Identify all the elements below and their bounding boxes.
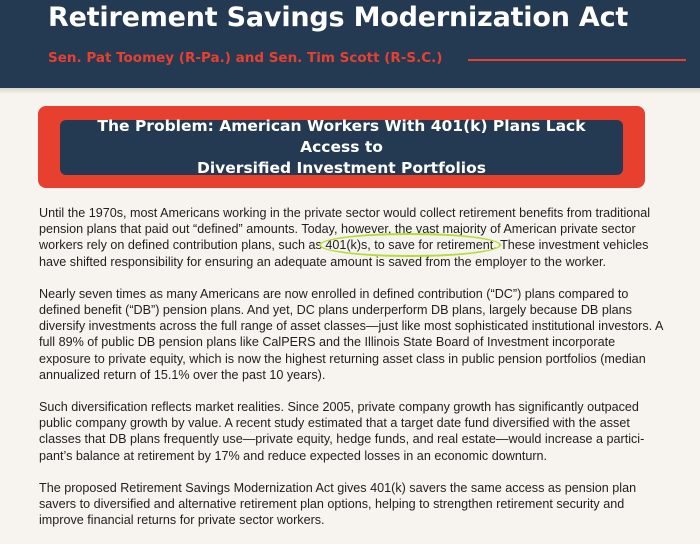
document-title: Retirement Savings Modernization Act bbox=[48, 2, 629, 33]
problem-callout bbox=[38, 106, 645, 188]
header-banner bbox=[0, 0, 700, 88]
paragraph-4: The proposed Retirement Savings Modernization Act gives 401(k) savers the same access as pension plan savers to diversified and alternative retirement plan options, helping to strengthen retirement security and improve financial returns for private sector workers. bbox=[39, 480, 637, 528]
problem-heading-line2: Diversified Investment Portfolios bbox=[197, 159, 486, 177]
problem-heading-line1: The Problem: American Workers With 401(k) Plans Lack Access to bbox=[97, 117, 586, 156]
problem-heading bbox=[60, 117, 623, 177]
sponsors-line: Sen. Pat Toomey (R-Pa.) and Sen. Tim Scott (R-S.C.) bbox=[48, 50, 443, 66]
paragraph-2: Nearly seven times as many Americans are now enrolled in defined contribution (“DC”) plans compared to defined benefit (“DB”) pension plans. And yet, DC plans underperform DB plans, largely because DB plans diversify investments across the full range of asset classes—just like most sophisticated institutional investors. A full 89% of public DB pension plans like CalPERS and the Illinois State Board of Investment incorporate exposure to private equity, which is now the highest returning asset class in public pension portfolios (median annualized return of 15.1% over the past 10 years). bbox=[39, 286, 663, 382]
highlighted-phrase bbox=[325, 238, 496, 252]
paragraph-1-start: Until the 1970s, most Americans working in the private sector would collect retirement benefits from traditional pension plans that paid out “defined” amounts. Today, however, the vast majority of American private sector workers rely on defined contribution plans, such as bbox=[39, 206, 651, 253]
paragraph-1-end: These investment vehicles have shifted responsibility for ensuring an adequate amount is saved from the employer to the worker. bbox=[39, 238, 649, 269]
paragraph-3: Such diversification reflects market realities. Since 2005, private company growth has significantly outpaced public company growth by value. A recent study estimated that a target date fund diversified with the asset classes that DB plans frequently use—private equity, hedge funds, and real estate—would increase a partici-pant’s balance at retirement by 17% and reduce expected losses in an economic downturn. bbox=[39, 400, 645, 463]
body-text bbox=[39, 205, 664, 544]
highlighted-text: 401(k)s, to save for retirement. bbox=[325, 238, 497, 253]
paragraph-1 bbox=[39, 205, 664, 270]
sponsor-divider bbox=[468, 59, 686, 61]
header-shadow bbox=[0, 88, 700, 94]
